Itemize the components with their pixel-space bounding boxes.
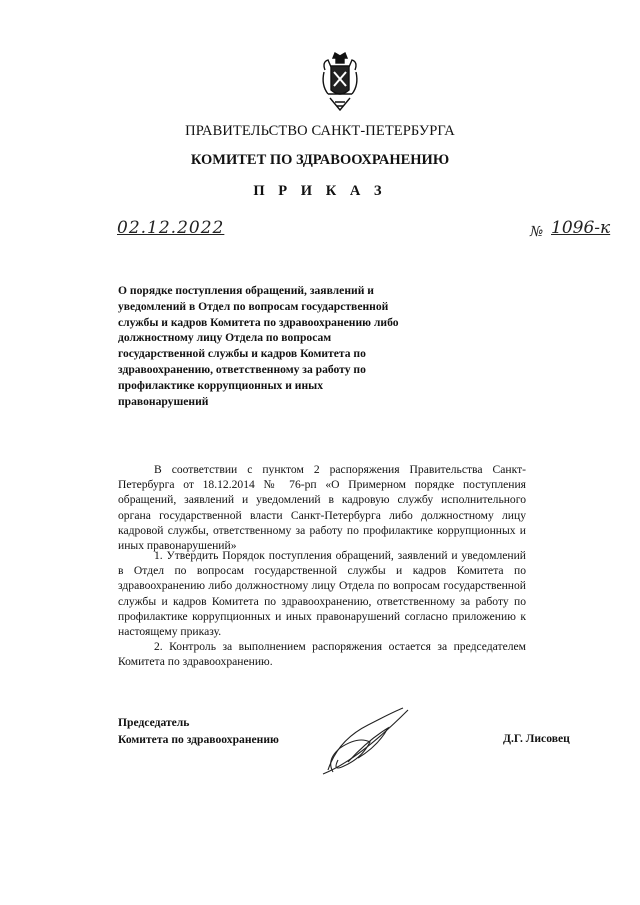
- body-items: [118, 548, 526, 670]
- body-intro: [118, 462, 526, 553]
- intro-paragraph: В соответствии с пунктом 2 распоряжения Правительства Санкт-Петербурга от 18.12.2014 № 76-рп «О Примерном порядке поступления обращений, заявлений и уведомлений в кадровую службу исполнительного органа государственной власти Санкт-Петербурга либо должностному лицу кадровой службы, ответственному за работу по профилактике коррупционных и иных правонарушений»: [118, 463, 526, 553]
- signatory-title: [118, 714, 279, 748]
- signatory-title-line1: Председатель: [118, 716, 190, 729]
- item-2: 2. Контроль за выполнением распоряжения остается за председателем Комитета по здравоохранению.: [118, 640, 526, 669]
- order-number: 1096-к: [551, 218, 611, 238]
- signatory-name: Д.Г. Лисовец: [503, 732, 570, 745]
- order-number-label: №: [530, 224, 544, 240]
- document-type: П Р И К А З: [253, 183, 387, 199]
- committee-heading: КОМИТЕТ ПО ЗДРАВООХРАНЕНИЮ: [190, 152, 450, 168]
- item-1: 1. Утвердить Порядок поступления обращений, заявлений и уведомлений в Отдел по вопросам государственной службы и кадров Комитета по здравоохранению либо должностному лицу Отдела по вопросам государственной службы и кадров Комитета по здравоохранению, ответственному за работу по профилактике коррупционных и иных правонарушений согласно приложению к настоящему приказу.: [118, 549, 526, 639]
- government-heading: ПРАВИТЕЛЬСТВО САНКТ-ПЕТЕРБУРГА: [185, 123, 455, 139]
- handwritten-signature: [318, 700, 418, 780]
- coat-of-arms-icon: [318, 50, 362, 114]
- signatory-title-line2: Комитета по здравоохранению: [118, 733, 279, 746]
- order-date: 02.12.2022: [117, 218, 225, 238]
- order-subject: О порядке поступления обращений, заявлений и уведомлений в Отдел по вопросам государственной службы и кадров Комитета по здравоохранению либо должностному лицу Отдела по вопросам государственной службы и кадров Комитета по здравоохранению, ответственному за работу по профилактике коррупционных и иных правонарушений: [118, 284, 399, 408]
